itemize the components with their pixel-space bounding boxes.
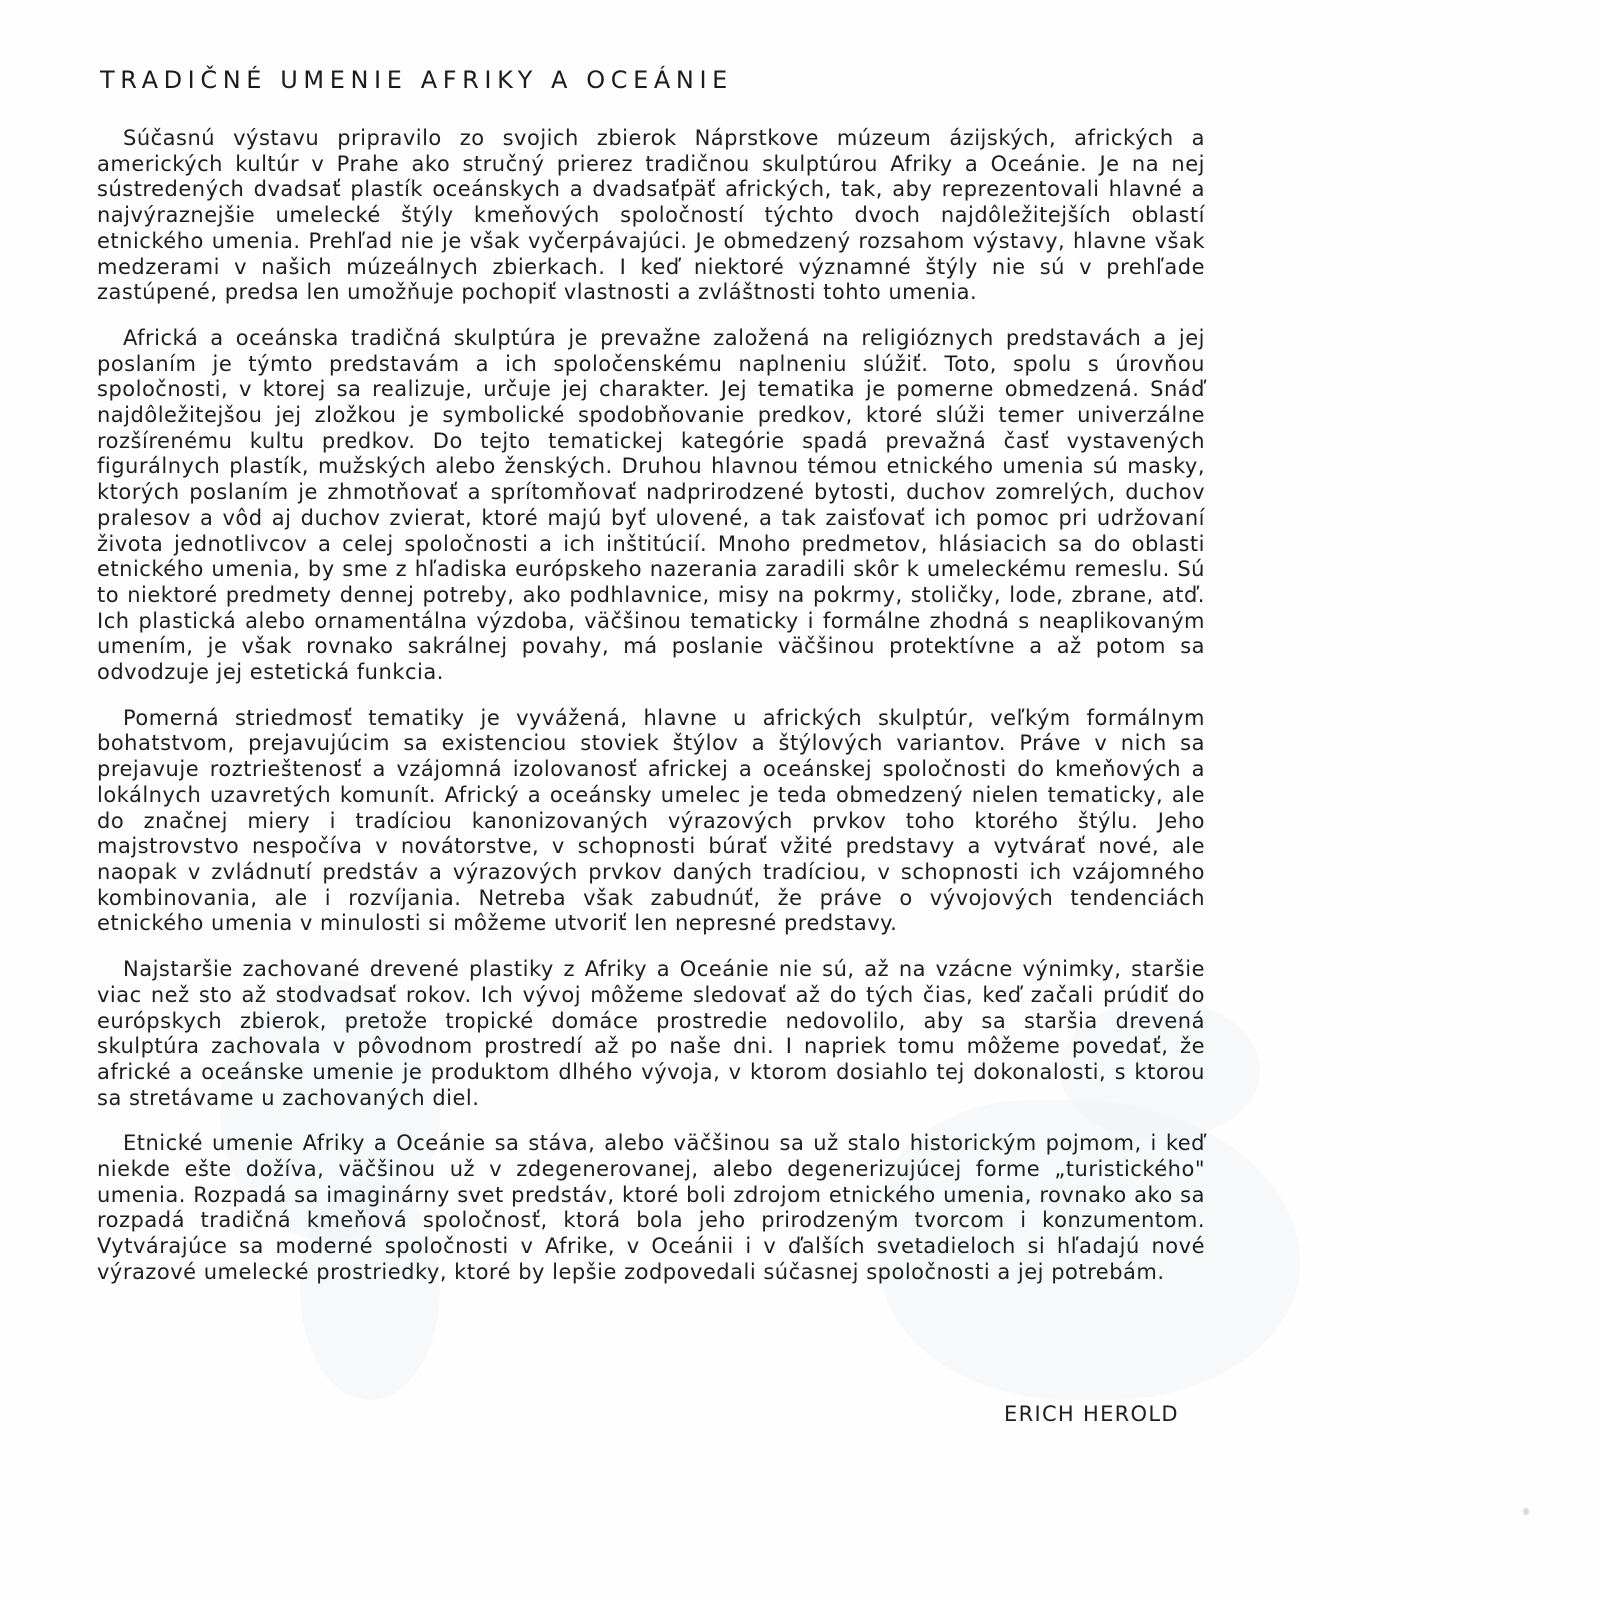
paragraph-oldest-sculptures: Najstaršie zachované drevené plastiky z Afriky a Oceánie nie sú, až na vzácne výnimky, staršie viac než sto až stodvadsať rokov. Ich vývoj môžeme sledovať až do tých čias, keď začali prúdiť do európskych zbierok, pretože tropické domáce prostredie nedovolilo, aby sa staršia drevená skulptúra zachovala v pôvodnom prostredí až po naše dni. I napriek tomu môžeme povedať, že africké a oceánske umenie je produktom dlhého vývoja, v ktorom dosiahlo tej dokonalosti, s ktorou sa stretávame u zachovaných diel. (97, 957, 1205, 1110)
paragraph-historical-concept: Etnické umenie Afriky a Oceánie sa stáva, alebo väčšinou sa už stalo historickým pojmom, i keď niekde ešte dožíva, väčšinou už v zdegenerovanej, alebo degenerizujúcej forme „turistického" umenia. Rozpadá sa imaginárny svet predstáv, ktoré boli zdrojom etnického umenia, rovnako ako sa rozpadá tradičná kmeňová spoločnosť, ktorá bola jeho prirodzeným tvorcom i konzumentom. Vytvárajúce sa moderné spoločnosti v Afrike, v Oceánii i v ďalších svetadieloch si hľadajú nové výrazové umelecké prostriedky, ktoré by lepšie zodpovedali súčasnej spoločnosti a jej potrebám. (97, 1131, 1205, 1284)
paper-speck (1523, 1508, 1529, 1515)
document-title: TRADIČNÉ UMENIE AFRIKY A OCEÁNIE (100, 66, 733, 94)
paragraph-religious-basis: Africká a oceánska tradičná skulptúra je prevažne založená na religióznych predstavách a jej poslaním je týmto predstavám a ich spoločenskému naplneniu slúžiť. Toto, spolu s úrovňou spoločnosti, v ktorej sa realizuje, určuje jej charakter. Jej tematika je pomerne obmedzená. Snáď najdôležitejšou jej zložkou je symbolické spodobňovanie predkov, ktoré slúži temer univerzálne rozšírenému kultu predkov. Do tejto tematickej kategórie spadá prevažná časť vystavených figurálnych plastík, mužských alebo ženských. Druhou hlavnou témou etnického umenia sú masky, ktorých poslaním je zhmotňovať a sprítomňovať nadprirodzené bytosti, duchov zomrelých, duchov pralesov a vôd aj duchov zvierat, ktoré majú byť ulovené, a tak zaisťovať ich pomoc pri udržovaní života jednotlivcov a celej spoločnosti a ich inštitúcií. Mnoho predmetov, hlásiacich sa do oblasti etnického umenia, by sme z hľadiska európskeho nazerania zaradili skôr k umeleckému remeslu. Sú to niektoré predmety dennej potreby, ako podhlavnice, misy na pokrmy, stoličky, lode, zbrane, atď. Ich plastická alebo ornamentálna výzdoba, väčšinou tematicky i formálne zhodná s neaplikovaným umením, je však rovnako sakrálnej povahy, má poslanie väčšinou protektívne a až potom sa odvodzuje jej estetická funkcia. (97, 325, 1205, 685)
paragraph-intro: Súčasnú výstavu pripravilo zo svojich zbierok Náprstkove múzeum ázijských, afrických a amerických kultúr v Prahe ako stručný prierez tradičnou skulptúrou Afriky a Oceánie. Je na nej sústredených dvadsať plastík oceánskych a dvadsaťpäť afrických, tak, aby reprezentovali hlavné a najvýraznejšie umelecké štýly kmeňových spoločností týchto dvoch najdôležitejších oblastí etnického umenia. Prehľad nie je však vyčerpávajúci. Je obmedzený rozsahom výstavy, hlavne však medzerami v našich múzeálnych zbierkach. I keď niektoré významné štýly nie sú v prehľade zastúpené, predsa len umožňuje pochopiť vlastnosti a zvláštnosti tohto umenia. (97, 126, 1205, 305)
paragraph-formal-richness: Pomerná striedmosť tematiky je vyvážená, hlavne u afrických skulptúr, veľkým formálnym bohatstvom, prejavujúcim sa existenciou stoviek štýlov a štýlových variantov. Práve v nich sa prejavuje roztrieštenosť a vzájomná izolovanosť africkej a oceánskej spoločnosti do kmeňových a lokálnych uzavretých komunít. Africký a oceánsky umelec je teda obmedzený nielen tematicky, ale do značnej miery i tradíciou kanonizovaných výrazových prvkov toho ktorého štýlu. Jeho majstrovstvo nespočíva v novátorstve, v schopnosti búrať vžité predstavy a vytvárať nové, ale naopak v zvládnutí predstáv a výrazových prvkov daných tradíciou, v schopnosti ich vzájomného kombinovania, ale i rozvíjania. Netreba však zabudnúť, že práve o vývojových tendenciách etnického umenia v minulosti si môžeme utvoriť len nepresné predstavy. (97, 705, 1205, 936)
article-body (97, 126, 1205, 1306)
author-signature: ERICH HEROLD (1004, 1402, 1179, 1426)
